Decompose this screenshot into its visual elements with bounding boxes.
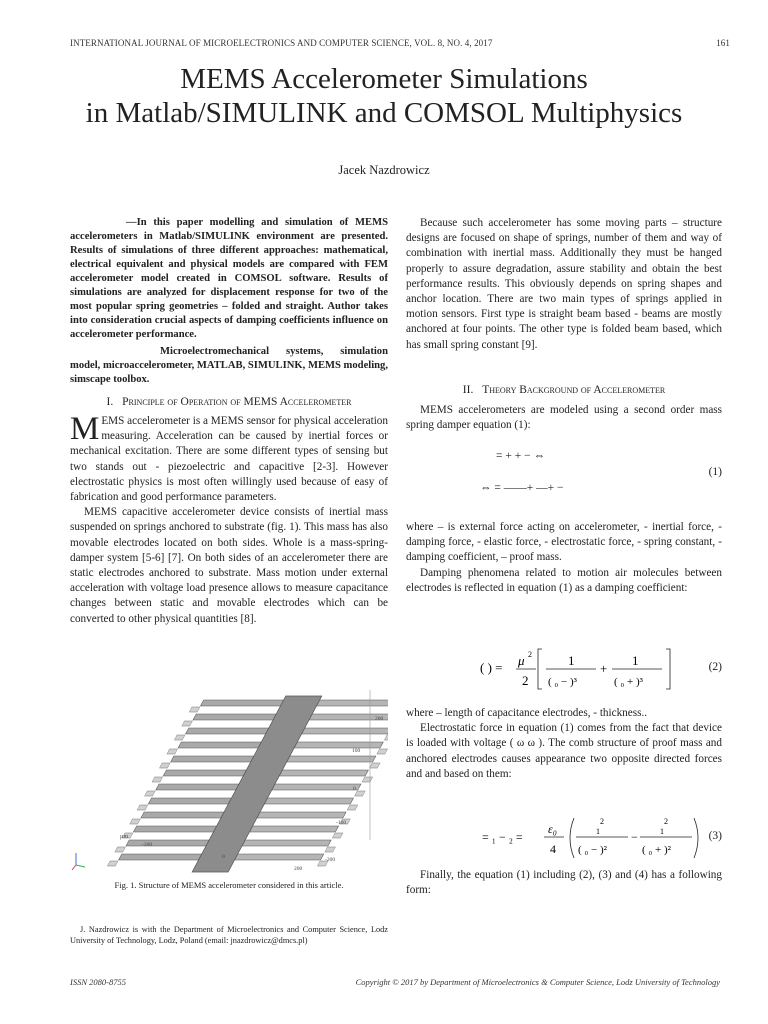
equation-2	[406, 645, 722, 693]
svg-text:−: −	[631, 830, 638, 844]
section-2-heading	[406, 384, 722, 396]
svg-text:1: 1	[632, 653, 639, 668]
springs-paragraph: Because such accelerometer has some moving parts – structure designs are focused on shape of springs, number of them and way of combination with inertial mass. Additionally they must be hanged properly to assure degradation, assure stability and obtain the best performance results. This obviously depends on spring shapes and anchor location. There are two main types of springs applied in motion sensors. First type is straight beam based - beams are mostly anchored at four points. The other type is folded beam based, which has small spring constant [9].	[406, 217, 722, 351]
tick-label: 200	[294, 866, 303, 872]
electrode-finger	[133, 826, 216, 832]
anchor-pad	[107, 861, 118, 866]
anchor-pad	[325, 847, 336, 852]
section-1-heading	[70, 396, 388, 408]
anchor-pad	[167, 749, 178, 754]
figure-1	[70, 678, 388, 878]
page-number: 161	[716, 38, 730, 48]
tick-label: 0	[222, 854, 225, 860]
copyright: Copyright © 2017 by Department of Microelectronics & Computer Science, Lodz University of Technology	[355, 977, 720, 987]
section-2-number: II.	[462, 384, 474, 396]
tick-label: 200	[375, 716, 384, 722]
tick-label: -200	[142, 842, 153, 848]
anchor-pad	[115, 847, 126, 852]
electrode-finger	[279, 770, 368, 776]
title-line-2: in Matlab/SIMULINK and COMSOL Multiphysics	[85, 97, 683, 129]
electrostatic-paragraph: Electrostatic force in equation (1) comes from the fact that device is loaded with voltage ( ω ω ). The comb structure of proof mass and anchored electrodes causes appearance two opposite directed forces and and based on them:	[406, 722, 722, 780]
electrode-finger	[178, 742, 261, 748]
section-2-where	[406, 520, 722, 596]
section-2-title: Theory Background of Accelerometer	[482, 384, 666, 396]
where-paragraph-1: where – is external force acting on accelerometer, - inertial force, - damping force, - elastic force, - electrostatic force, - spring constant, - damping coefficient, – proof mass.	[406, 521, 722, 564]
anchor-pad	[369, 763, 380, 768]
electrode-finger	[287, 756, 376, 762]
tick-label: 0	[353, 786, 356, 792]
damping-paragraph: Damping phenomena related to motion air molecules between electrodes is reflected in equation (1) as a damping coefficient:	[406, 566, 722, 594]
where-paragraph-2: where – length of capacitance electrodes, - thickness..	[406, 707, 648, 719]
equation-1-number: (1)	[708, 466, 722, 478]
electrode-finger	[141, 812, 224, 818]
svg-text:2: 2	[522, 673, 529, 688]
final-paragraph: Finally, the equation (1) including (2), (3) and (4) has a following form:	[406, 869, 722, 897]
anchor-pad	[377, 749, 388, 754]
axis-triad-icon	[72, 853, 85, 870]
svg-text:4: 4	[550, 842, 556, 856]
model-paragraph: MEMS accelerometers are modeled using a second order mass spring damper equation (1):	[406, 404, 722, 432]
anchor-pad	[332, 833, 343, 838]
svg-text:= ₁ − ₂ =: = ₁ − ₂ =	[482, 830, 523, 844]
svg-text:2: 2	[664, 817, 668, 826]
section-1-paragraph-1: MEMS accelerometer is a MEMS sensor for physical acceleration measuring. Acceleration can be caused by inertial forces or mechanical excitation. There are some different types of sensing but two stands out - piezoelectric and capacitive [2-3]. However electrostatic physics is most often willingly used because of easy of fabrication and good performance parameters.	[70, 411, 388, 504]
final-paragraph-block	[406, 868, 722, 898]
electrode-finger	[119, 854, 202, 860]
svg-text:( ₀ − )³: ( ₀ − )³	[548, 676, 577, 688]
electrode-finger	[316, 700, 388, 706]
journal-name: INTERNATIONAL JOURNAL OF MICROELECTRONICS AND COMPUTER SCIENCE, VOL. 8, NO. 4, 2017	[70, 38, 493, 48]
paper-title	[40, 62, 728, 130]
svg-text:2: 2	[528, 650, 532, 659]
electrode-finger	[264, 798, 353, 804]
svg-text:2: 2	[600, 817, 604, 826]
right-column-intro	[406, 216, 722, 353]
unit-label: µm	[120, 834, 129, 840]
anchor-pad	[384, 735, 388, 740]
tick-label: -100	[336, 820, 347, 826]
electrode-finger	[171, 756, 254, 762]
equation-2-number: (2)	[708, 661, 722, 673]
electrode-finger	[257, 812, 346, 818]
section-2-intro	[406, 403, 722, 433]
anchor-pad	[182, 721, 193, 726]
anchor-pad	[145, 791, 156, 796]
section-1-body	[70, 411, 388, 627]
electrode-finger	[200, 700, 283, 706]
svg-text:ε₀: ε₀	[548, 822, 557, 836]
svg-text:( ) =: ( ) =	[480, 660, 503, 675]
electrode-finger	[193, 714, 276, 720]
electrode-finger	[272, 784, 361, 790]
equation-2-graphic	[476, 645, 736, 693]
tick-label: 100	[352, 748, 361, 754]
electrode-finger	[235, 854, 324, 860]
author-name: Jacek Nazdrowicz	[338, 163, 430, 177]
electrode-finger	[163, 770, 246, 776]
anchor-pad	[347, 805, 358, 810]
svg-text:( ₀ − )²: ( ₀ − )²	[578, 844, 607, 856]
drop-cap: M	[70, 411, 100, 447]
svg-text:( ₀ + )²: ( ₀ + )²	[642, 844, 671, 856]
abstract	[70, 216, 388, 387]
author-footnote: J. Nazdrowicz is with the Department of Microelectronics and Computer Science, Lodz University of Technology, Lodz, Poland (email: jnazdrowicz@dmcs.pl)	[70, 925, 388, 945]
electrode-finger	[242, 840, 331, 846]
figure-1-caption: Fig. 1. Structure of MEMS accelerometer considered in this article.	[114, 880, 344, 890]
section-1-title: Principle of Operation of MEMS Accelerometer	[122, 396, 352, 408]
accelerometer-structure-image	[70, 678, 388, 878]
equation-1-line-1: = + + − ⇔	[496, 450, 545, 462]
anchor-pad	[174, 735, 185, 740]
anchor-pad	[152, 777, 163, 782]
equation-1-line-2: ⇔ = ——+ —+ −	[480, 482, 564, 494]
issn: ISSN 2080-8755	[70, 977, 126, 987]
electrostatic-section	[406, 706, 722, 782]
anchor-pad	[159, 763, 170, 768]
svg-text:1: 1	[660, 827, 664, 836]
page-footer	[70, 977, 720, 987]
svg-text:+: +	[600, 661, 608, 676]
svg-text:1: 1	[596, 827, 600, 836]
keywords-text: Microelectromechanical systems, simulation model, microaccelerometer, MATLAB, SIMULINK, MEMS modeling, simscape toolbox.	[70, 346, 388, 385]
equation-3	[406, 814, 722, 862]
anchor-pad	[362, 777, 373, 782]
electrode-finger	[126, 840, 209, 846]
electrode-finger	[302, 728, 388, 734]
anchor-pad	[355, 791, 366, 796]
electrode-finger	[186, 728, 269, 734]
running-header	[70, 38, 730, 48]
electrode-finger	[249, 826, 338, 832]
equation-1	[406, 450, 722, 500]
abstract-text: —In this paper modelling and simulation of MEMS accelerometers in Matlab/SIMULINK environment are presented. Results of simulations of three different approaches: mathematical, electrical equivalent and physical models are compared with FEM accelerometer model created in COMSOL software. Results of simulations are analyzed for displacement response for two of the most popular spring geometries – folded and straight. Author takes into consideration crucial aspects of damping coefficients influence on accelerometer performance.	[70, 217, 388, 340]
title-line-1: MEMS Accelerometer Simulations	[180, 63, 588, 95]
anchor-pad	[130, 819, 141, 824]
anchor-pad	[137, 805, 148, 810]
section-1-paragraph-2: MEMS capacitive accelerometer device consists of inertial mass suspended on springs anchored to substrate (fig. 1). This mass has also movable electrodes located on both sides. Whole is a mass-spring-damper system [5-6] [7]. On both sides of an accelerometer there are static electrodes anchored to substrate. Mass motion under external acceleration with voltage load presence allows to measure capacitance changes between static and movable electrodes which can be converted to other physical quantities [8].	[70, 506, 388, 625]
tick-label: -200	[325, 857, 336, 863]
equation-3-graphic	[478, 814, 738, 862]
electrode-finger	[156, 784, 239, 790]
section-1-number: I.	[106, 396, 114, 408]
electrode-finger	[148, 798, 231, 804]
svg-text:μ: μ	[518, 653, 525, 668]
equation-3-number: (3)	[708, 830, 722, 842]
anchor-pad	[189, 707, 200, 712]
svg-text:1: 1	[568, 653, 575, 668]
svg-text:( ₀ + )³: ( ₀ + )³	[614, 676, 643, 688]
